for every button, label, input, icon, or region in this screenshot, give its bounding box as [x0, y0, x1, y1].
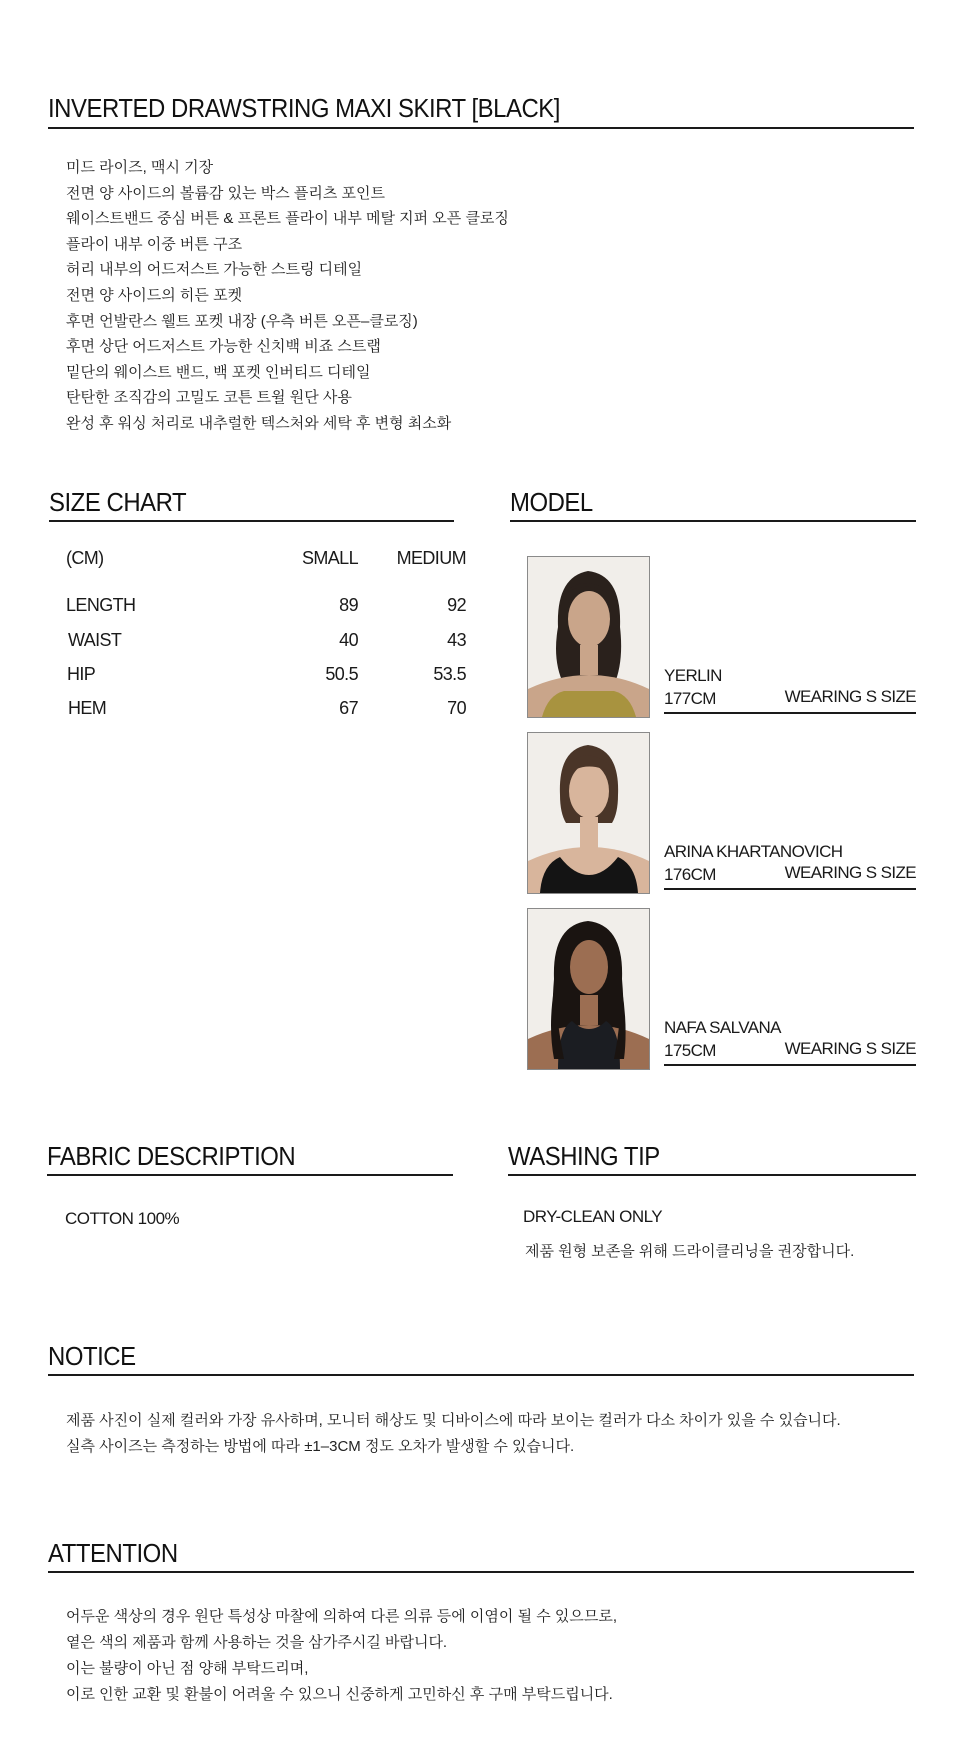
- size-small-header: SMALL: [301, 548, 358, 568]
- model-wearing-size: WEARING S SIZE: [784, 1039, 916, 1058]
- product-title: INVERTED DRAWSTRING MAXI SKIRT [BLACK]: [48, 93, 560, 123]
- model-photo-yerlin: [527, 556, 650, 718]
- feature-item: 미드 라이즈, 맥시 기장: [66, 159, 214, 176]
- washing-note: 제품 원형 보존을 위해 드라이클리닝을 권장합니다.: [525, 1243, 855, 1260]
- feature-item: 후면 상단 어드저스트 가능한 신치백 비죠 스트랩: [66, 338, 381, 356]
- feature-item: 허리 내부의 어드저스트 가능한 스트링 디테일: [66, 261, 363, 279]
- notice-title: NOTICE: [48, 1341, 136, 1371]
- model-height: 176CM: [664, 865, 716, 884]
- feature-item: 웨이스트밴드 중심 버튼 & 프론트 플라이 내부 메탈 지퍼 오픈 클로징: [66, 210, 509, 228]
- size-chart-header: [66, 548, 466, 572]
- attention-title: ATTENTION: [48, 1538, 178, 1568]
- measure-small: 67: [339, 698, 358, 718]
- model-name: ARINA KHARTANOVICH: [664, 842, 843, 861]
- size-row-hem: [66, 698, 466, 722]
- feature-item: 완성 후 워싱 처리로 내추럴한 텍스처와 세탁 후 변형 최소화: [66, 414, 452, 432]
- fabric-rule: [47, 1174, 453, 1176]
- notice-line: 제품 사진이 실제 컬러와 가장 유사하며, 모니터 해상도 및 디바이스에 따라 보이는 컬러가 다소 차이가 있을 수 있습니다.: [66, 1412, 841, 1429]
- model-name: YERLIN: [664, 666, 722, 685]
- feature-item: 밑단의 웨이스트 밴드, 백 포켓 인버티드 디테일: [66, 363, 371, 381]
- measure-medium: 53.5: [433, 664, 466, 684]
- model-portrait-image: [528, 557, 649, 717]
- model-photo-nafa: [527, 908, 650, 1070]
- model-height: 177CM: [664, 689, 716, 708]
- model-title: MODEL: [510, 487, 593, 517]
- size-row-length: [66, 595, 466, 619]
- attention-line: 이는 불량이 아닌 점 양해 부탁드리며,: [66, 1660, 309, 1677]
- fabric-content: COTTON 100%: [65, 1209, 180, 1228]
- model-portrait-image: [528, 909, 649, 1069]
- measure-label: WAIST: [68, 630, 122, 650]
- model-portrait-image: [528, 733, 649, 893]
- model-wearing-size: WEARING S SIZE: [784, 863, 916, 882]
- measure-medium: 43: [447, 630, 466, 650]
- model-height: 175CM: [664, 1041, 716, 1060]
- fabric-title: FABRIC DESCRIPTION: [47, 1141, 296, 1171]
- measure-label: HEM: [68, 698, 107, 718]
- feature-item: 플라이 내부 이중 버튼 구조: [66, 235, 243, 253]
- attention-line: 옅은 색의 제품과 함께 사용하는 것을 삼가주시길 바랍니다.: [66, 1634, 448, 1651]
- size-row-hip: [66, 664, 466, 688]
- model-rule: [510, 520, 916, 522]
- size-row-waist: [66, 630, 466, 654]
- feature-item: 전면 양 사이드의 볼륨감 있는 박스 플리츠 포인트: [66, 184, 385, 202]
- feature-item: 후면 언발란스 웰트 포켓 내장 (우측 버튼 오픈–클로징): [66, 312, 418, 330]
- measure-small: 50.5: [325, 664, 358, 684]
- attention-rule: [48, 1571, 914, 1573]
- size-medium-header: MEDIUM: [396, 548, 466, 568]
- model-name: NAFA SALVANA: [664, 1018, 781, 1037]
- notice-line: 실측 사이즈는 측정하는 방법에 따라 ±1–3CM 정도 오차가 발생할 수 있습니다.: [66, 1438, 575, 1455]
- measure-label: LENGTH: [66, 595, 136, 615]
- size-chart-rule: [49, 520, 454, 522]
- feature-item: 전면 양 사이드의 히든 포켓: [66, 286, 243, 304]
- size-chart-title: SIZE CHART: [49, 487, 187, 517]
- measure-small: 89: [339, 595, 358, 615]
- model-divider: [664, 712, 916, 714]
- notice-rule: [48, 1374, 914, 1376]
- measure-medium: 70: [447, 698, 466, 718]
- washing-instruction: DRY-CLEAN ONLY: [523, 1207, 663, 1226]
- feature-item: 탄탄한 조직감의 고밀도 코튼 트윌 원단 사용: [66, 389, 352, 407]
- product-title-rule: [48, 127, 914, 129]
- washing-rule: [508, 1174, 916, 1176]
- measure-small: 40: [339, 630, 358, 650]
- washing-title: WASHING TIP: [508, 1141, 660, 1171]
- attention-line: 이로 인한 교환 및 환불이 어려울 수 있으니 신중하게 고민하신 후 구매 부탁드립니다.: [66, 1686, 613, 1703]
- measure-label: HIP: [67, 664, 96, 684]
- model-wearing-size: WEARING S SIZE: [784, 687, 916, 706]
- attention-line: 어두운 색상의 경우 원단 특성상 마찰에 의하여 다른 의류 등에 이염이 될 수 있으므로,: [66, 1608, 618, 1625]
- model-divider: [664, 888, 916, 890]
- model-photo-arina: [527, 732, 650, 894]
- model-divider: [664, 1064, 916, 1066]
- feature-list: [66, 155, 509, 437]
- measure-medium: 92: [447, 595, 466, 615]
- unit-label: (CM): [66, 548, 104, 568]
